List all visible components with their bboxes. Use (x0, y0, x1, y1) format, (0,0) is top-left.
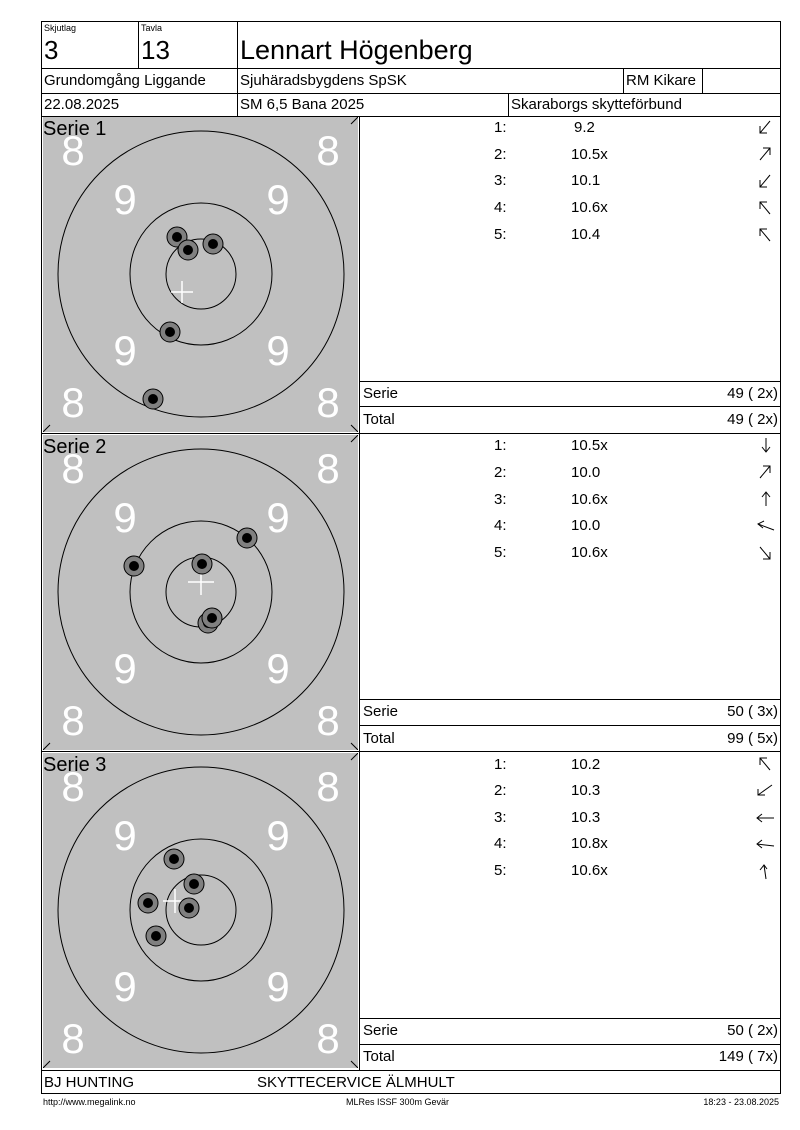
series-title: Serie 3 (43, 754, 107, 776)
ring-number: 9 (266, 812, 290, 859)
ring-number: 8 (61, 445, 85, 492)
shot-score: 10.3 (571, 782, 601, 799)
total-label: Total (363, 411, 395, 428)
ring-number: 9 (266, 176, 290, 223)
shot-hit (143, 389, 163, 409)
serie-value: 50 ( 3x) (727, 703, 778, 720)
divider (41, 751, 781, 752)
shot-score: 10.3 (571, 809, 601, 826)
date: 22.08.2025 (44, 96, 120, 113)
ring-number: 8 (316, 1015, 340, 1062)
ring-number: 8 (316, 763, 340, 810)
shot-score: 10.0 (571, 517, 601, 534)
divider (359, 381, 781, 382)
competition: SM 6,5 Bana 2025 (240, 96, 365, 113)
shot-hit (178, 240, 198, 260)
shot-number: 2: (494, 146, 507, 163)
sponsor-left: BJ HUNTING (44, 1074, 134, 1091)
shot-number: 4: (494, 835, 507, 852)
ring-number: 9 (266, 494, 290, 541)
shot-number: 1: (494, 119, 507, 136)
ring-number: 8 (61, 127, 85, 174)
divider (41, 433, 781, 434)
federation: Skaraborgs skytteförbund (511, 96, 682, 113)
shot-hit (160, 322, 180, 342)
shot-number: 2: (494, 464, 507, 481)
shot-hit (184, 874, 204, 894)
divider (359, 116, 360, 1070)
shot-number: 1: (494, 756, 507, 773)
shot-number: 3: (494, 809, 507, 826)
serie-label: Serie (363, 385, 399, 402)
arrow-down-left-icon (760, 175, 770, 187)
shot-number: 5: (494, 862, 507, 879)
shot-score: 10.5x (571, 437, 608, 454)
direction-arrows (756, 436, 776, 564)
ring-number: 8 (61, 697, 85, 744)
shot-number: 1: (494, 437, 507, 454)
divider (359, 1044, 781, 1045)
ring-number: 8 (61, 379, 85, 426)
shot-number: 5: (494, 544, 507, 561)
arrow-down-left-icon (760, 121, 770, 133)
divider (237, 21, 238, 116)
class: RM Kikare (626, 72, 697, 89)
shot-number: 4: (494, 517, 507, 534)
series-title: Serie 1 (43, 118, 107, 140)
serie-label: Serie (363, 1022, 399, 1039)
ring-number: 9 (113, 963, 137, 1010)
ring-number: 9 (113, 812, 137, 859)
total-value: 99 ( 5x) (727, 730, 778, 747)
shot-hit (203, 234, 223, 254)
shot-hit (192, 554, 212, 574)
sponsor-right: SKYTTECERVICE ÄLMHULT (257, 1074, 455, 1091)
total-label: Total (363, 1048, 395, 1065)
skjutlag-label: Skjutlag (44, 23, 77, 33)
target-background (43, 753, 358, 1068)
divider (359, 725, 781, 726)
shot-number: 3: (494, 172, 507, 189)
ring-number: 8 (61, 763, 85, 810)
tavla-label: Tavla (141, 23, 163, 33)
arrow-up-right-icon (760, 466, 770, 478)
total-value: 149 ( 7x) (718, 1048, 778, 1065)
arrow-left-icon (758, 521, 774, 530)
shot-score: 10.6x (571, 862, 608, 879)
target-svg (43, 753, 358, 1068)
ring-number: 8 (61, 1015, 85, 1062)
divider (359, 406, 781, 407)
arrow-up-left-icon (760, 229, 770, 241)
shot-score: 10.6x (571, 199, 608, 216)
footer-url: http://www.megalink.no (43, 1097, 136, 1107)
divider (41, 93, 781, 94)
footer-timestamp: 18:23 - 23.08.2025 (703, 1097, 779, 1107)
divider (702, 68, 703, 93)
club: Sjuhäradsbygdens SpSK (240, 72, 407, 89)
divider (138, 21, 139, 68)
total-label: Total (363, 730, 395, 747)
shot-score: 10.8x (571, 835, 608, 852)
tavla-value: 13 (141, 35, 170, 65)
shot-score: 10.2 (571, 756, 601, 773)
shot-hit (164, 849, 184, 869)
target-serie-3 (43, 753, 358, 1068)
shot-number: 4: (494, 199, 507, 216)
ring-number: 9 (113, 176, 137, 223)
shot-score: 10.6x (571, 491, 608, 508)
shot-score: 10.4 (571, 226, 601, 243)
arrow-up-left-icon (760, 758, 770, 770)
target-serie-2 (43, 435, 358, 750)
arrow-left-icon (757, 840, 774, 848)
ring-number: 8 (316, 697, 340, 744)
shot-hit (146, 926, 166, 946)
arrow-up-icon (762, 492, 770, 506)
shot-hit (124, 556, 144, 576)
skjutlag-value: 3 (44, 35, 59, 65)
target-background (43, 117, 358, 432)
target-svg (43, 435, 358, 750)
ring-number: 8 (316, 379, 340, 426)
divider (508, 93, 509, 116)
divider (359, 1018, 781, 1019)
divider (41, 1070, 781, 1071)
shot-number: 2: (494, 782, 507, 799)
shot-score: 10.6x (571, 544, 608, 561)
series-title: Serie 2 (43, 436, 107, 458)
discipline: Grundomgång Liggande (44, 72, 206, 89)
shot-hit (237, 528, 257, 548)
ring-number: 9 (266, 327, 290, 374)
shot-score: 9.2 (574, 119, 595, 136)
arrow-up-right-icon (760, 148, 770, 160)
shot-hit (179, 898, 199, 918)
divider (623, 68, 624, 93)
shooter-name: Lennart Högenberg (240, 35, 473, 65)
target-serie-1 (43, 117, 358, 432)
divider (41, 68, 781, 69)
serie-value: 49 ( 2x) (727, 385, 778, 402)
serie-value: 50 ( 2x) (727, 1022, 778, 1039)
shot-hit (202, 608, 222, 628)
ring-number: 9 (113, 494, 137, 541)
arrow-down-icon (762, 438, 770, 452)
shot-number: 3: (494, 491, 507, 508)
direction-arrows (754, 755, 776, 883)
shot-score: 10.1 (571, 172, 601, 189)
arrow-left-icon (757, 814, 774, 822)
ring-number: 9 (266, 645, 290, 692)
ring-number: 8 (316, 127, 340, 174)
shot-hit (138, 893, 158, 913)
shot-number: 5: (494, 226, 507, 243)
divider (359, 699, 781, 700)
total-value: 49 ( 2x) (727, 411, 778, 428)
serie-label: Serie (363, 703, 399, 720)
arrow-up-icon (760, 865, 767, 879)
arrow-up-left-icon (760, 202, 770, 214)
arrow-down-right-icon (760, 547, 770, 559)
direction-arrows (756, 118, 774, 246)
target-svg (43, 117, 358, 432)
footer-system: MLRes ISSF 300m Gevär (346, 1097, 450, 1107)
ring-number: 8 (316, 445, 340, 492)
shot-score: 10.0 (571, 464, 601, 481)
ring-number: 9 (113, 327, 137, 374)
ring-number: 9 (113, 645, 137, 692)
shot-score: 10.5x (571, 146, 608, 163)
arrow-down-left-icon (758, 785, 772, 795)
ring-number: 9 (266, 963, 290, 1010)
